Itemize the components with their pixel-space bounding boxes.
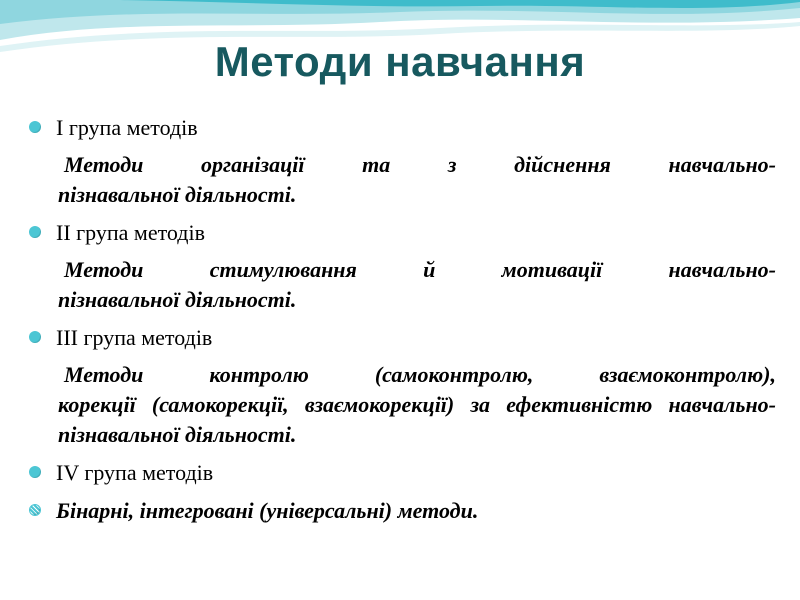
group-3-desc-line1: Методи контролю (самоконтролю, взаємоконтролю),	[64, 362, 776, 387]
group-1-description	[26, 150, 786, 210]
group-2-desc-line1: Методи стимулювання й мотивації навчально-	[64, 257, 776, 282]
striped-bullet-icon	[29, 504, 41, 516]
bullet-icon	[29, 121, 41, 133]
bullet-icon	[29, 226, 41, 238]
group-2-desc-rest: пізнавальної діяльності.	[58, 287, 297, 312]
group-3-label: ІІІ група методів	[56, 325, 213, 350]
group-1-desc-rest: пізнавальної діяльності.	[58, 182, 297, 207]
final-item-text: Бінарні, інтегровані (універсальні) методи.	[56, 498, 479, 523]
slide-content	[26, 112, 786, 526]
group-3-item	[26, 322, 786, 353]
group-1-desc-line1: Методи організації та з дійснення навчально-	[64, 152, 776, 177]
group-4-item	[26, 457, 786, 488]
final-item	[26, 495, 786, 526]
bullet-icon	[29, 466, 41, 478]
group-4-label: ІV група методів	[56, 460, 214, 485]
group-3-desc-rest: корекції (самокорекції, взаємокорекції) за ефективністю навчально-пізнавальної діяльності.	[58, 392, 776, 447]
group-3-description	[26, 360, 786, 450]
slide-title: Методи навчання	[214, 38, 586, 85]
group-2-label: ІІ група методів	[56, 220, 205, 245]
group-2-item	[26, 217, 786, 248]
bullet-icon	[29, 331, 41, 343]
group-1-item	[26, 112, 786, 143]
group-2-description	[26, 255, 786, 315]
group-1-label: І група методів	[56, 115, 198, 140]
